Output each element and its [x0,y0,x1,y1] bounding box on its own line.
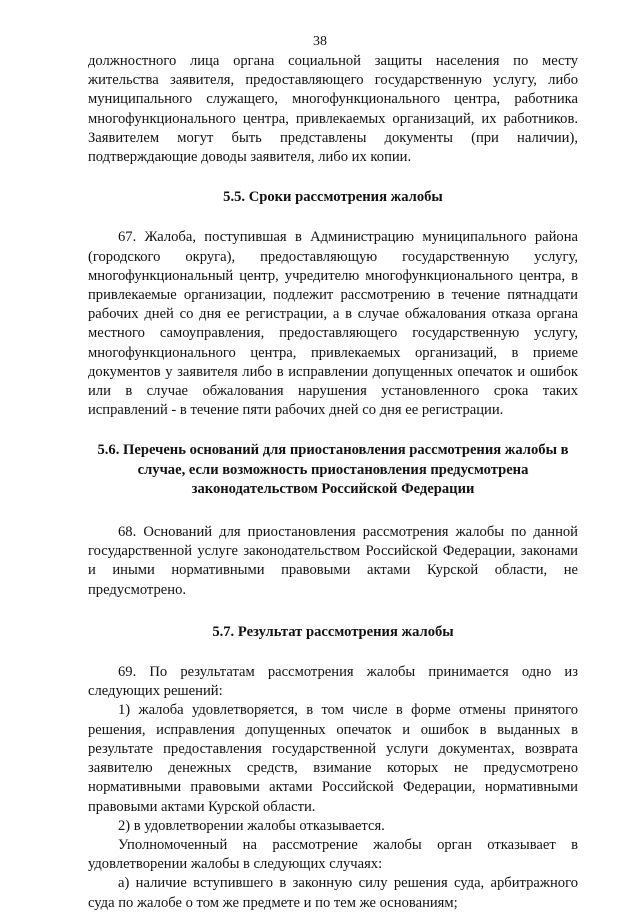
section-5-5-heading: 5.5. Сроки рассмотрения жалобы [223,189,443,206]
paragraph-67: 67. Жалоба, поступившая в Администрацию муниципального района (городского округа), предоставляющую государственную услугу, многофункциональный центр, учредителю многофункционального центра, в привлекаемые организации, подлежит рассмотрению в течение пятнадцати рабочих дней со дня ее регистрации, а в случае обжалования отказа органа местного самоуправления, предоставляющего государственную услугу, многофункционального центра, привлекаемых организаций, в приеме документов у заявителя либо в исправлении допущенных опечаток и ошибок или в случае обжалования нарушения установленного срока таких исправлений - в течение пяти рабочих дней со дня ее регистрации. [88,229,578,419]
paragraph-69: 69. По результатам рассмотрения жалобы принимается одно из следующих решений: [88,664,578,700]
decision-1: 1) жалоба удовлетворяется, в том числе в форме отмены принятого решения, исправления допущенных опечаток и ошибок в выданных в результате предоставления государственной услуги документах, возврата заявителю денежных средств, взимание которых не предусмотрено нормативными правовыми актами Российской Федерации, нормативными правовыми актами Курской области. [88,702,578,815]
continuation-paragraph: должностного лица органа социальной защиты населения по месту жительства заявителя, предоставляющего государственную услугу, либо муниципального служащего, многофункционального центра, работника многофункционального центра, привлекаемых организаций, их работников. Заявителем могут быть представлены документы (при наличии), подтверждающие доводы заявителя, либо их копии. [88,53,578,166]
section-5-6-heading: 5.6. Перечень оснований для приостановления рассмотрения жалобы в случае, если возможность приостановления предусмотрена законодательством Российской Федерации [97,442,569,497]
section-5-7-heading: 5.7. Результат рассмотрения жалобы [212,623,454,640]
refusal-case-a: а) наличие вступившего в законную силу решения суда, арбитражного суда по жалобе о том же предмете и по тем же основаниям; [88,875,578,911]
refusal-intro: Уполномоченный на рассмотрение жалобы орган отказывает в удовлетворении жалобы в следующих случаях: [88,836,578,873]
decision-2: 2) в удовлетворении жалобы отказывается. [118,817,385,834]
page-number: 38 [313,34,327,49]
paragraph-68: 68. Оснований для приостановления рассмотрения жалобы по данной государственной услуге законодательством Российской Федерации, законами и иными нормативными правовыми актами Курской области, не предусмотрено. [88,524,578,598]
page-content [88,52,578,913]
